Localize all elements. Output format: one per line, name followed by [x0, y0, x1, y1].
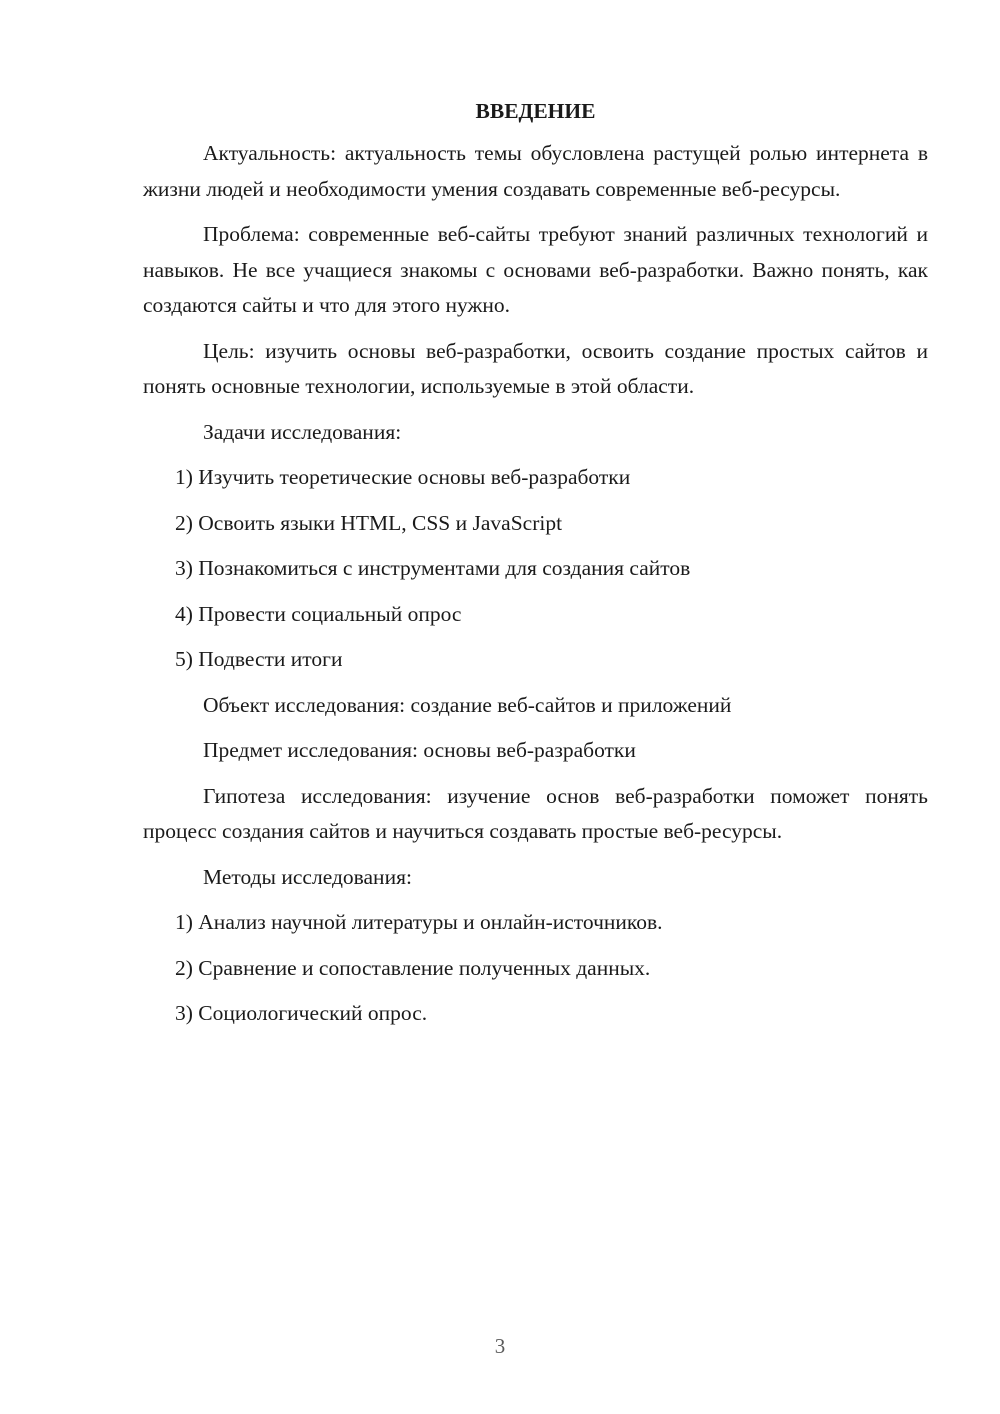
hypothesis-paragraph: Гипотеза исследования: изучение основ веб-разработки поможет понять процесс создания сайтов и научиться создавать простые веб-ресурсы. — [143, 783, 928, 843]
list-item: 3) Познакомиться с инструментами для создания сайтов — [175, 556, 691, 580]
methods-heading: Методы исследования: — [203, 864, 412, 889]
list-item: 2) Сравнение и сопоставление полученных данных. — [175, 955, 651, 980]
methods-list — [143, 905, 928, 1032]
list-item: 1) Анализ научной литературы и онлайн-источников. — [175, 910, 663, 934]
relevance-paragraph: Актуальность: актуальность темы обусловлена растущей ролью интернета в жизни людей и необходимости умения создавать современные веб-ресурсы. — [143, 141, 928, 201]
section-title: ВВЕДЕНИЕ — [475, 99, 596, 123]
page-number: 3 — [494, 1334, 506, 1358]
goal-paragraph: Цель: изучить основы веб-разработки, освоить создание простых сайтов и понять основные технологии, используемые в этой области. — [143, 338, 928, 398]
subject-paragraph: Предмет исследования: основы веб-разработки — [203, 738, 636, 762]
list-item: 5) Подвести итоги — [175, 647, 343, 671]
list-item: 4) Провести социальный опрос — [175, 601, 462, 626]
list-item: 3) Социологический опрос. — [175, 1001, 428, 1025]
object-paragraph: Объект исследования: создание веб-сайтов и приложений — [203, 692, 732, 717]
tasks-list — [143, 460, 928, 678]
problem-paragraph: Проблема: современные веб-сайты требуют знаний различных технологий и навыков. Не все учащиеся знакомы с основами веб-разработки. Важно понять, как создаются сайты и что для этого нужно. — [143, 222, 928, 317]
page-content — [143, 96, 928, 1042]
tasks-heading: Задачи исследования: — [203, 419, 402, 444]
list-item: 2) Освоить языки HTML, CSS и JavaScript — [175, 510, 563, 535]
list-item: 1) Изучить теоретические основы веб-разработки — [175, 465, 631, 489]
